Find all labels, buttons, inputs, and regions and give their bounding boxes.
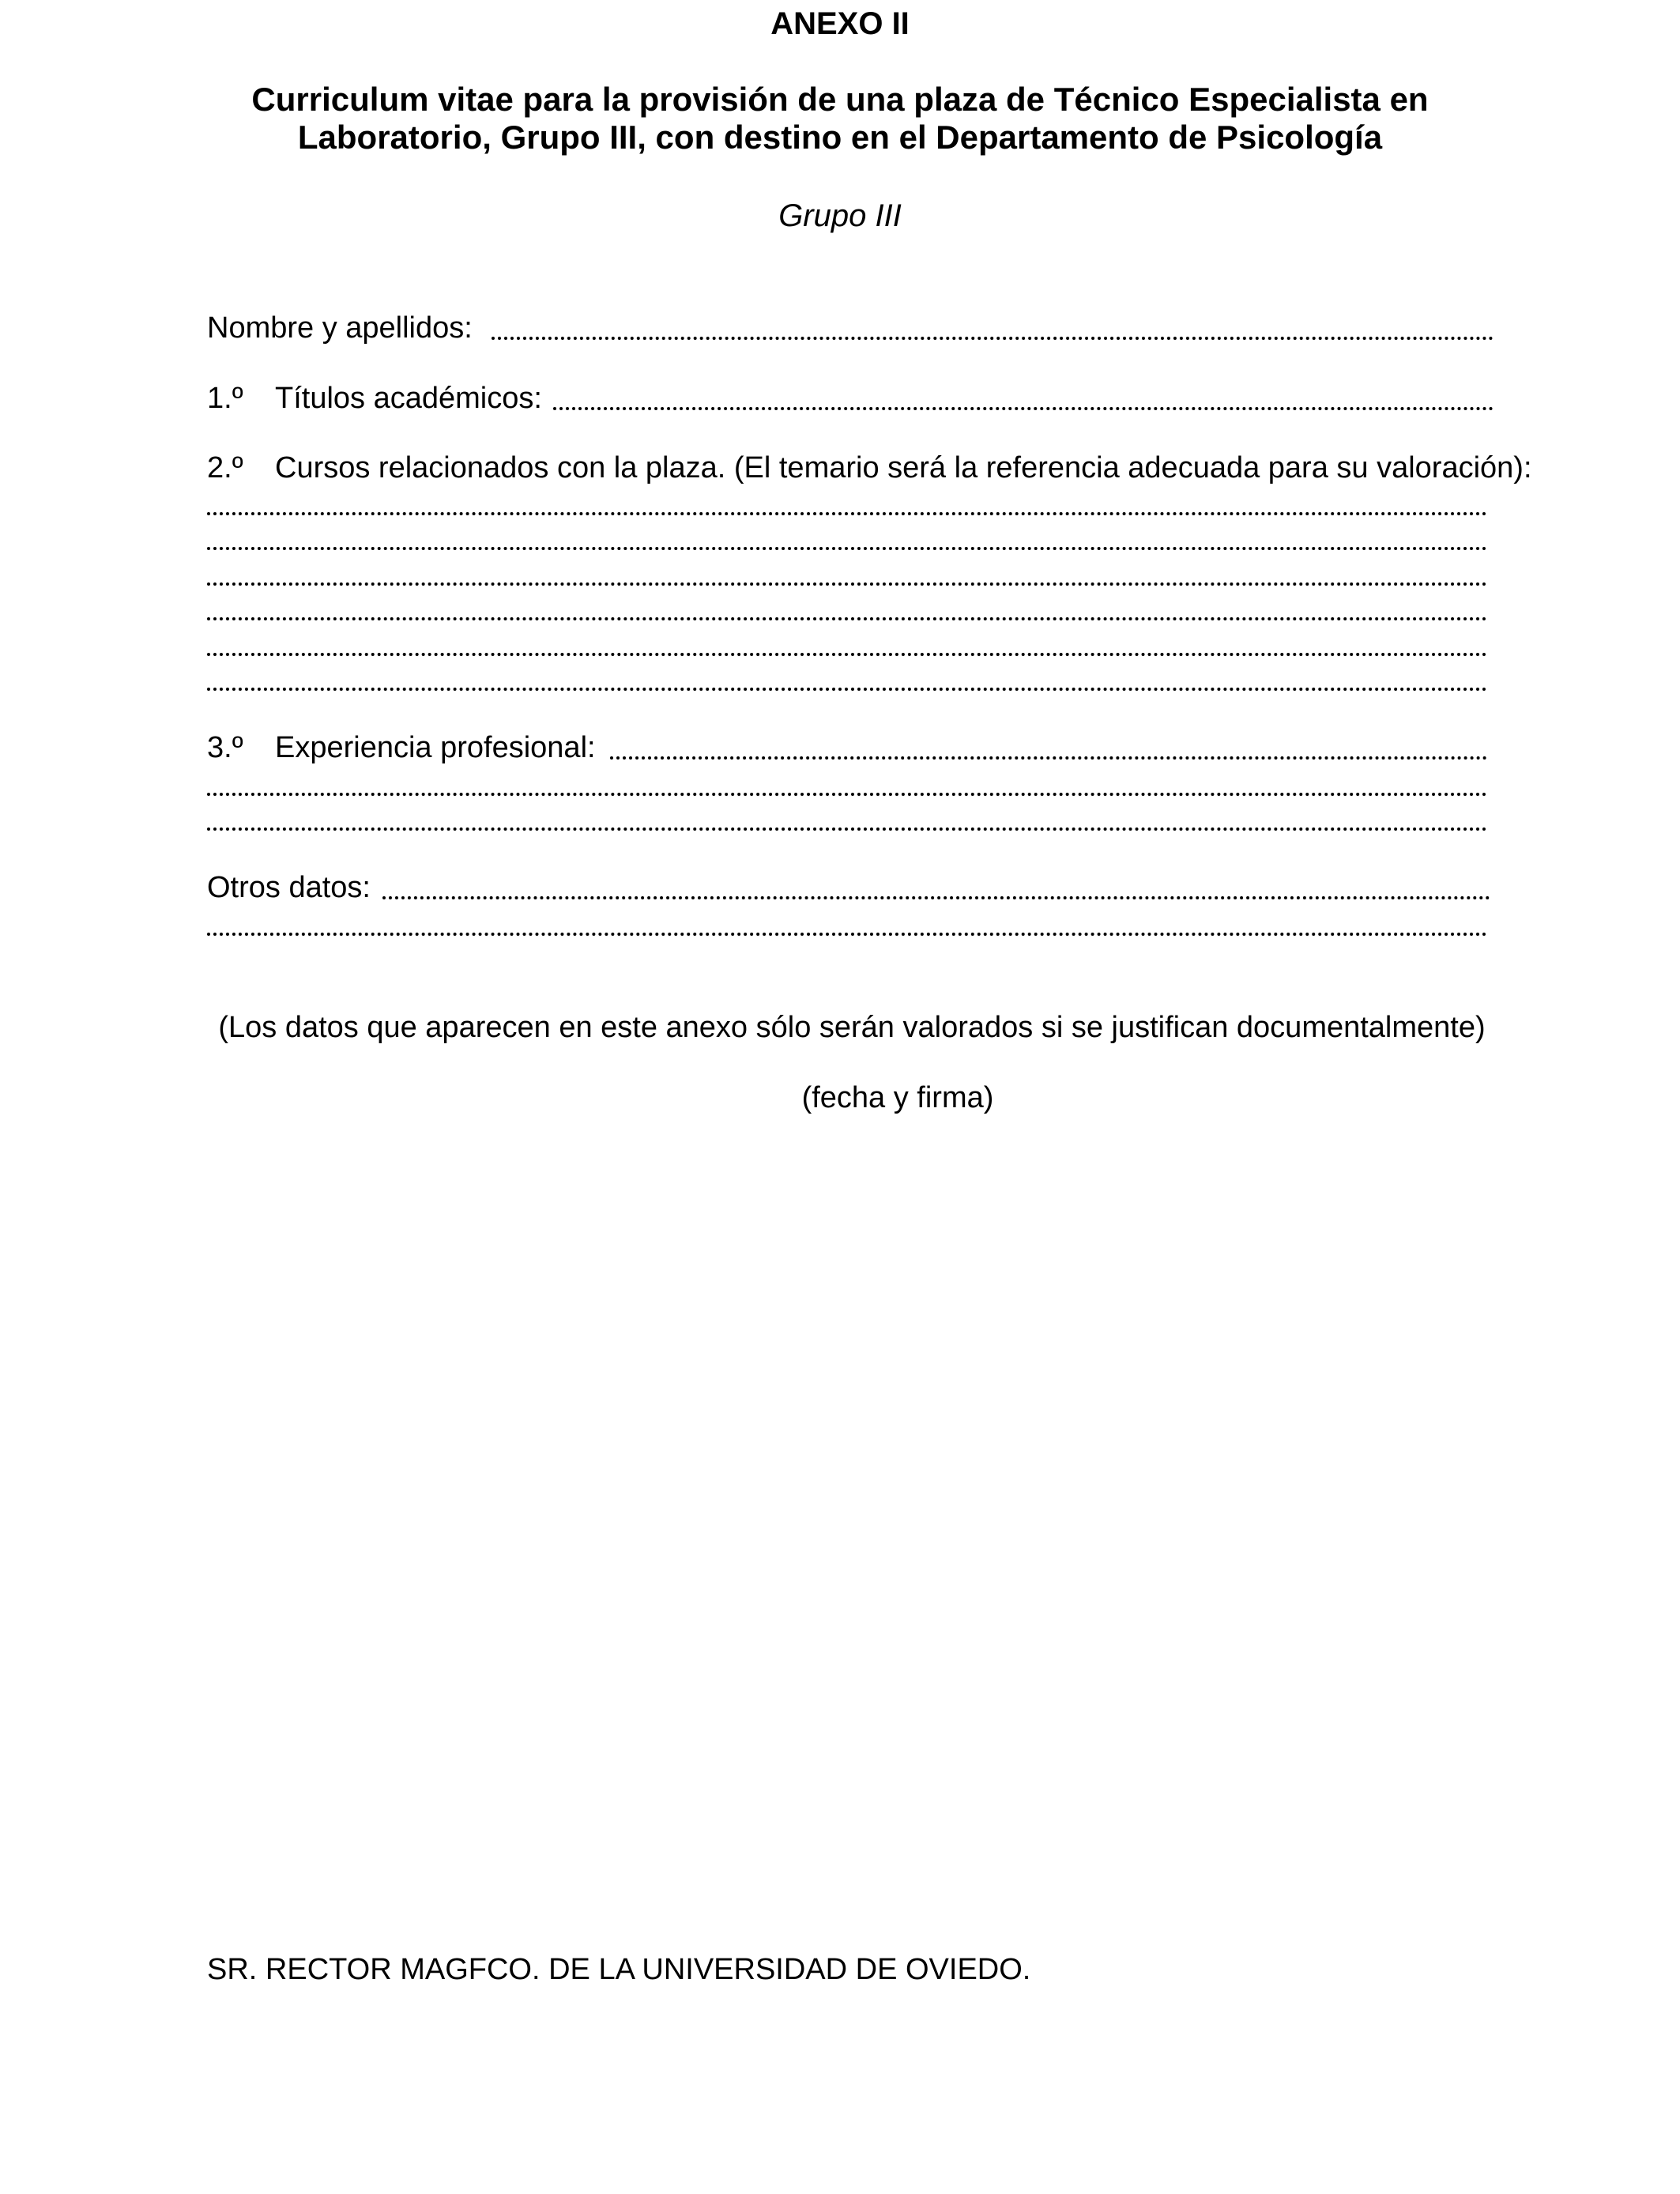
other-data-label: Otros datos: bbox=[207, 871, 371, 904]
other-data-dotted-line bbox=[207, 933, 1487, 936]
name-field-dotted-line bbox=[492, 337, 1494, 340]
courses-dotted-line bbox=[207, 512, 1487, 515]
courses-label: Cursos relacionados con la plaza. (El temario será la referencia adecuada para su valoración): bbox=[275, 451, 1532, 484]
courses-dotted-line bbox=[207, 547, 1487, 550]
item-2-number: 2.º bbox=[207, 451, 243, 484]
courses-dotted-line bbox=[207, 688, 1487, 691]
courses-dotted-line bbox=[207, 617, 1487, 620]
addressee: SR. RECTOR MAGFCO. DE LA UNIVERSIDAD DE OVIEDO. bbox=[207, 1953, 1031, 1986]
courses-dotted-line bbox=[207, 653, 1487, 656]
annex-title: ANEXO II bbox=[770, 6, 910, 41]
other-data-dotted-line bbox=[382, 896, 1490, 899]
document-subtitle-line-2: Laboratorio, Grupo III, con destino en el Departamento de Psicología bbox=[297, 119, 1383, 156]
courses-dotted-line bbox=[207, 582, 1487, 586]
professional-experience-label: Experiencia profesional: bbox=[275, 731, 596, 764]
item-3-number: 3.º bbox=[207, 731, 243, 764]
item-1-number: 1.º bbox=[207, 382, 243, 415]
professional-experience-dotted-line bbox=[207, 827, 1487, 831]
professional-experience-dotted-line bbox=[207, 793, 1487, 796]
name-field-label: Nombre y apellidos: bbox=[207, 311, 473, 345]
academic-titles-dotted-line bbox=[553, 407, 1494, 410]
document-subtitle-line-1: Curriculum vitae para la provisión de una plaza de Técnico Especialista en bbox=[251, 81, 1429, 118]
group-label: Grupo III bbox=[778, 198, 902, 233]
academic-titles-label: Títulos académicos: bbox=[275, 382, 542, 415]
professional-experience-dotted-line bbox=[610, 756, 1487, 760]
date-and-signature: (fecha y firma) bbox=[801, 1081, 994, 1114]
validation-note: (Los datos que aparecen en este anexo sólo serán valorados si se justifican documentalmente) bbox=[218, 1011, 1486, 1044]
